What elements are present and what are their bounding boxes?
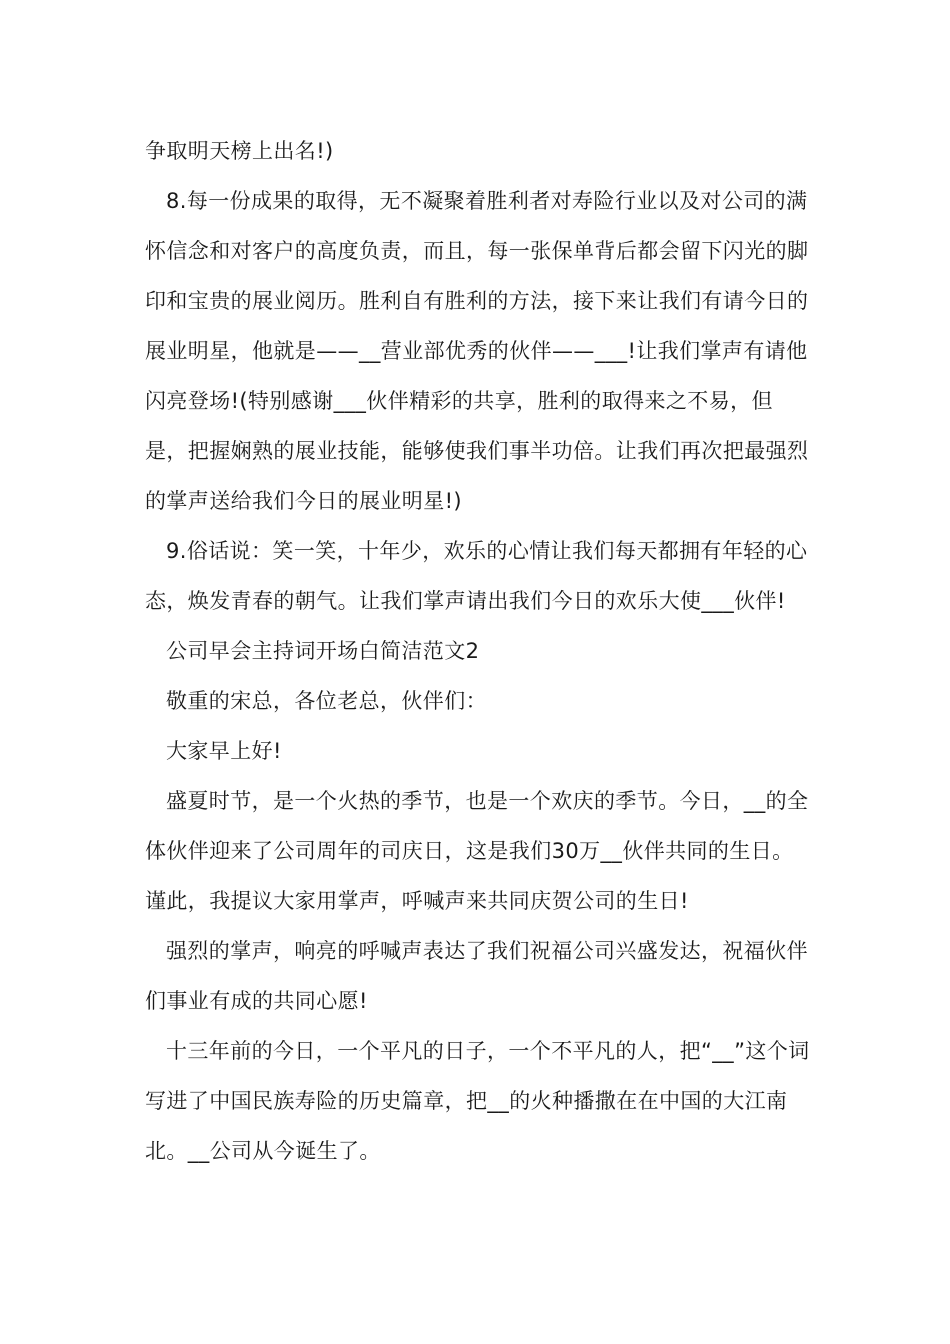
document-body bbox=[145, 126, 810, 1176]
paragraph-summer: 盛夏时节，是一个火热的季节，也是一个欢庆的季节。今日，__的全体伙伴迎来了公司周年的司庆日，这是我们30万__伙伴共同的生日。谨此，我提议大家用掌声，呼喊声来共同庆贺公司的生日! bbox=[145, 789, 809, 913]
section-heading: 公司早会主持词开场白简洁范文2 bbox=[166, 639, 480, 663]
paragraph-continuation: 争取明天榜上出名!) bbox=[145, 139, 334, 163]
paragraph-item-8: 8.每一份成果的取得，无不凝聚着胜利者对寿险行业以及对公司的满怀信念和对客户的高度负责，而且，每一张保单背后都会留下闪光的脚印和宝贵的展业阅历。胜利自有胜利的方法，接下来让我们有请今日的展业明星，他就是——__营业部优秀的伙伴——___!让我们掌声有请他闪亮登场!(特别感谢___伙伴精彩的共享，胜利的取得来之不易，但是，把握娴熟的展业技能，能够使我们事半功倍。让我们再次把最强烈的掌声送给我们今日的展业明星!) bbox=[145, 189, 809, 513]
greeting: 大家早上好! bbox=[166, 739, 282, 763]
paragraph-item-9: 9.俗话说：笑一笑，十年少，欢乐的心情让我们每天都拥有年轻的心态，焕发青春的朝气。让我们掌声请出我们今日的欢乐大使___伙伴! bbox=[145, 539, 808, 613]
paragraph-applause: 强烈的掌声，响亮的呼喊声表达了我们祝福公司兴盛发达，祝福伙伴们事业有成的共同心愿! bbox=[145, 939, 808, 1013]
salutation: 敬重的宋总，各位老总，伙伴们： bbox=[166, 689, 487, 713]
paragraph-history: 十三年前的今日，一个平凡的日子，一个不平凡的人，把“__”这个词写进了中国民族寿险的历史篇章，把__的火种播撒在在中国的大江南北。__公司从今诞生了。 bbox=[145, 1039, 810, 1163]
